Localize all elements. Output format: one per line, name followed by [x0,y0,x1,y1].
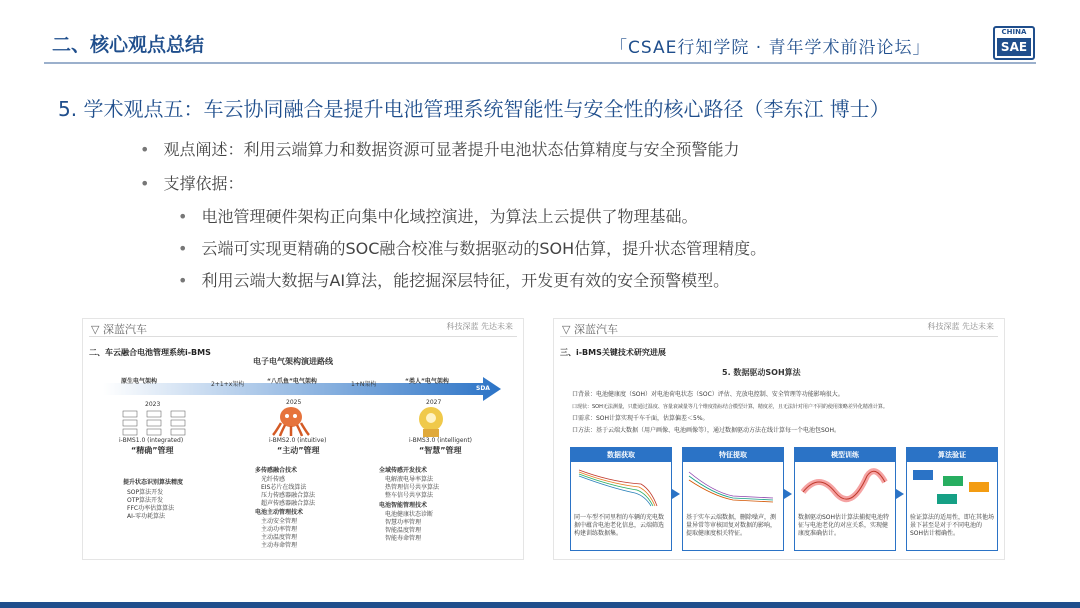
step-panel [570,447,672,551]
step-label: 模型训练 [795,448,895,462]
slide-divider [560,336,998,337]
bullet-dot-icon: • [140,140,150,159]
column-heading: 电池智能管理技术 [379,502,428,509]
step-label: 特征提取 [683,448,783,462]
column-heading: 全域传感开发技术 [379,467,428,474]
stage-arch: “类人”电气架构 [405,378,449,385]
note-line: 口方法：基于云端大数据（用户画像、电池画像等），通过数据驱动方法在线计算每一个电池包SOH。 [572,427,841,434]
brand-chevron-icon: ▽ [91,323,103,336]
step-label: 数据获取 [571,448,671,462]
column-item: 智能温度管理 [385,527,422,534]
step-panel [794,447,896,551]
header-divider [44,62,1036,64]
note-line: 口现状：SOH无法测量，只能通过温度、容量衰减量等几个维度指标结合模型计算，精度差，且无法针对用户不同的使用策略差异化精准计算。 [572,404,888,410]
logo-top-text: CHINA [1001,28,1027,36]
note-line: 口背景：电池健康度（SOH）对电池荷电状态（SOC）评估、充放电控制、安全管理等功能影响很大。 [572,391,844,398]
section-title: 二、核心观点总结 [52,34,205,56]
step-desc: 数据驱动SOH估计算法捕捉电池特征与电池老化的对应关系，实现健康度准确估计。 [798,514,890,537]
column-item: 超声传感器融合算法 [261,500,316,507]
bullet-text: 支撑依据： [163,174,244,193]
bullet-item [140,137,739,160]
column-item: 热管理信号共享算法 [385,484,440,491]
slide-divider [89,336,517,337]
stage-mode: “智慧”管理 [419,446,462,455]
bullet-dot-icon: • [178,271,188,290]
csae-logo [993,26,1035,60]
stage-mode: “精确”管理 [131,446,174,455]
sub-bullet-item [178,236,766,259]
right-embedded-slide [553,318,1005,560]
left-embedded-slide [82,318,524,560]
bottom-bar [0,602,1080,608]
stage-version: i-BMS1.0 (integrated) [119,437,184,444]
column-item: 主动安全管理 [261,518,298,525]
column-heading: 提升状态识别算法精度 [123,479,184,486]
column-item: 智慧功率管理 [385,519,422,526]
column-heading: 多传感融合技术 [255,467,298,474]
stage-version: i-BMS2.0 (intuitive) [269,437,327,444]
column-item: EIS芯片在线算法 [261,484,307,491]
step-label: 算法验证 [907,448,997,462]
column-item: OTP算法开发 [127,497,164,504]
arrow-right-icon [672,489,680,499]
slide-title: 三、i-BMS关键技术研究进展 [560,348,666,357]
column-item: 主动温度管理 [261,534,298,541]
bullet-dot-icon: • [178,239,188,258]
charge-curves-icon [571,462,669,510]
column-item: 智能寿命管理 [385,535,422,542]
brand-logo [562,321,618,337]
bullet-item [140,171,243,194]
column-item: 电解液电导率算法 [385,476,434,483]
slogan: 科技深蓝 先达未来 [446,322,513,331]
deployment-flow-icon [907,462,995,510]
stage-arch: “八爪鱼”电气架构 [267,378,317,385]
column-item: 主动功率管理 [261,526,298,533]
logo-bottom-text: SAE [997,38,1031,56]
brand-text: 深蓝汽车 [102,323,147,336]
arrow-right-icon [784,489,792,499]
slide-title: 二、车云融合电池管理系统i-BMS [89,348,211,357]
ecu-grid-icon [121,409,191,437]
note-line: 口需求：SOH计算实现千车千面，估算偏差＜5%。 [572,415,709,422]
brand-logo [91,321,147,337]
octopus-icon [271,405,311,437]
arrow-right-icon [896,489,904,499]
column-item: 电池健康状态诊断 [385,511,434,518]
step-desc: 同一车型不同里程的车辆的充电数据中蕴含电池老化信息，云端筛选构建训练数据集。 [574,514,665,537]
bullet-text: 观点阐述：利用云端算力和数据资源可显著提升电池状态估算精度与安全预警能力 [163,140,740,159]
sub-bullet-item [178,204,697,227]
sub-bullet-item [178,268,729,291]
column-item: 整车信号共享算法 [385,492,434,499]
stage-year: 2025 [286,399,302,406]
bullet-dot-icon: • [178,207,188,226]
step-desc: 基于实车云端数据，删除噪声，测量异常等审核回复对数据的影响，提取健康度相关特征。 [686,514,777,537]
stage-year: 2027 [426,399,442,406]
slogan: 科技深蓝 先达未来 [927,322,994,331]
stage-version: i-BMS3.0 (intelligent) [409,437,473,444]
human-brain-icon [413,405,449,437]
sub-bullet-text: 电池管理硬件架构正向集中化域控演进，为算法上云提供了物理基础。 [201,207,698,226]
brand-chevron-icon: ▽ [562,323,574,336]
viewpoint-heading: 5. 学术观点五：车云协同融合是提升电池管理系统智能性与安全性的核心路径（李东江 博士） [58,97,890,121]
column-item: SOP算法开发 [127,489,164,496]
step-desc: 验证算法的适用性，即在其他场景下甚至是对于不同电池的SOH估计精确性。 [910,514,995,537]
stage-mode: “主动”管理 [277,446,320,455]
column-item: 光纤传感 [261,476,286,483]
bullet-dot-icon: • [140,174,150,193]
transition-label: 2+1+x架构 [211,381,245,388]
forum-title: 「CSAE行知学院 · 青年学术前沿论坛」 [610,38,931,58]
model-curve-icon [795,462,893,510]
feature-scatter-icon [683,462,781,510]
transition-label: 1+N架构 [351,381,377,388]
arrow-label: SDA [476,385,490,392]
sub-bullet-text: 利用云端大数据与AI算法，能挖掘深层特征，开发更有效的安全预警模型。 [201,271,730,290]
brand-text: 深蓝汽车 [573,323,618,336]
stage-arch: 原生电气架构 [121,378,158,385]
column-item: 压力传感器融合算法 [261,492,316,499]
step-panel [906,447,998,551]
sub-bullet-text: 云端可实现更精确的SOC融合校准与数据驱动的SOH估算，提升状态管理精度。 [201,239,767,258]
stage-year: 2023 [145,401,161,408]
slide-subtitle: 5. 数据驱动SOH算法 [722,368,801,377]
diagram-title: 电子电气架构演进路线 [253,357,333,366]
step-panel [682,447,784,551]
column-item: 主动寿命管理 [261,542,298,549]
column-item: AI-零功耗算法 [127,513,166,520]
column-heading: 电池主动管理技术 [255,509,304,516]
column-item: FFC功率估算算法 [127,505,175,512]
